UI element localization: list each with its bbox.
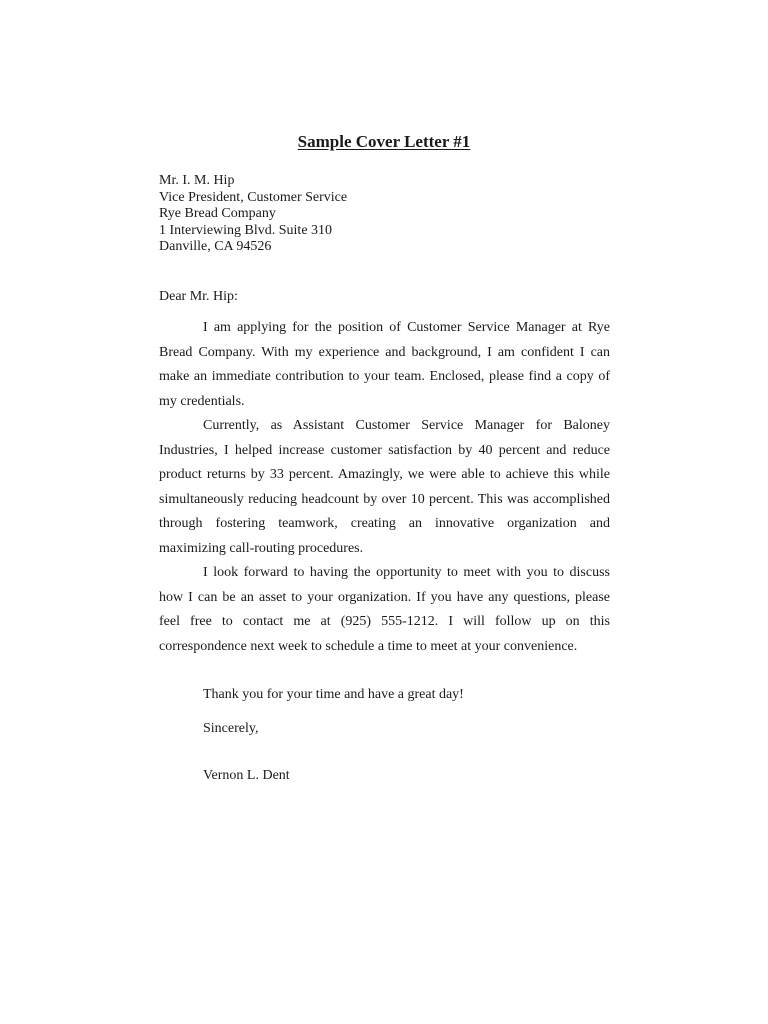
recipient-company: Rye Bread Company: [159, 206, 276, 221]
body-paragraph-2: Currently, as Assistant Customer Service Manager for Baloney Industries, I helped increase customer satisfaction by 40 percent and reduce product returns by 33 percent. Amazingly, we were able to achieve this while simultaneously reducing headcount by over 10 percent. This was accomplished through fostering teamwork, creating an innovative organization and maximizing call-routing procedures.: [159, 418, 610, 556]
body-paragraph-3: I look forward to having the opportunity to meet with you to discuss how I can be an asset to your organization. If you have any questions, please feel free to contact me at (925) 555-1212. I will follow up on this correspondence next week to schedule a time to meet at your convenience.: [159, 565, 610, 654]
signature-name: Vernon L. Dent: [203, 768, 290, 783]
recipient-street: 1 Interviewing Blvd. Suite 310: [159, 222, 333, 238]
salutation: Dear Mr. Hip:: [159, 289, 238, 304]
letter-body: [159, 316, 610, 659]
recipient-address-block: [159, 173, 347, 256]
recipient-city: Danville, CA 94526: [159, 239, 272, 254]
recipient-position: Vice President, Customer Service: [159, 189, 348, 205]
closing-signoff: Sincerely,: [203, 721, 259, 736]
closing-thanks: Thank you for your time and have a great day!: [203, 687, 464, 702]
body-paragraph-1: I am applying for the position of Customer Service Manager at Rye Bread Company. With my experience and background, I am confident I can make an immediate contribution to your team. Enclosed, please find a copy of my credentials.: [159, 320, 610, 409]
letter-title: Sample Cover Letter #1: [297, 132, 471, 151]
recipient-name: Mr. I. M. Hip: [159, 173, 235, 188]
